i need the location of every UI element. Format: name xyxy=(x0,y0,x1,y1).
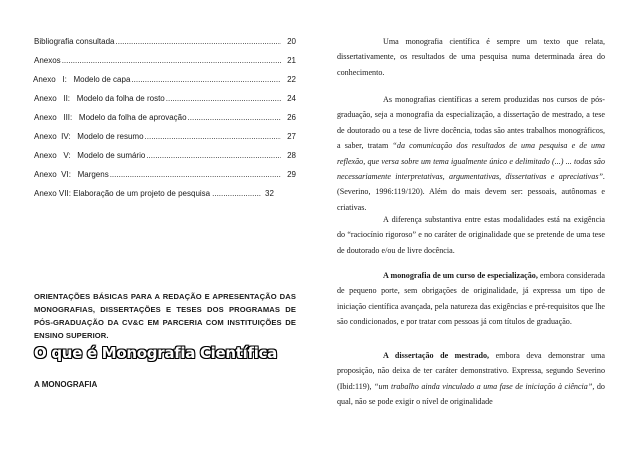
toc-page-number: 21 xyxy=(287,56,296,65)
toc-entry-anexos[interactable] xyxy=(34,56,296,66)
toc-leader xyxy=(131,75,281,85)
toc-label: Anexo IV: Modelo de resumo xyxy=(34,132,144,141)
toc-label: Anexo III: Modelo da folha de aprovação xyxy=(34,113,187,122)
toc-leader xyxy=(62,56,281,66)
paragraph-text: A diferença substantiva entre estas modalidades está na exigência do “raciocínio rigoroso” e no caráter de originalidade que se pretende de uma tese de doutorado e/ou de livre docência. xyxy=(337,215,605,255)
toc-leader xyxy=(145,132,281,142)
paragraph-text: Uma monografia científica é sempre um texto que relata, dissertativamente, os resultados de uma pesquisa numa determinada área do conhecimento. xyxy=(337,37,605,77)
toc-leader xyxy=(146,151,281,161)
toc-leader xyxy=(166,94,281,104)
paragraph-text: (Severino, 1996:119/120). Além do mais devem ser: pessoais, autônomas e criativas. xyxy=(337,187,605,212)
toc-label: Anexo VI: Margens xyxy=(34,170,109,179)
toc-leader: ...................... xyxy=(212,189,262,198)
paragraph-4 xyxy=(337,268,605,330)
toc-label: Anexo I: Modelo de capa xyxy=(33,75,131,84)
toc-entry-anexo-7[interactable] xyxy=(34,189,274,199)
toc-leader xyxy=(116,37,282,47)
quotation: “um trabalho ainda vinculado a uma fase de iniciação à ciência”, xyxy=(374,381,595,391)
section-title: A MONOGRAFIA xyxy=(34,380,98,389)
bold-lead: A dissertação de mestrado, xyxy=(383,351,490,360)
toc-leader xyxy=(110,170,281,180)
paragraph-text: do qual, não se pode exigir o nível de originalidade xyxy=(337,381,605,407)
toc-page-number: 20 xyxy=(287,37,296,46)
toc-page-number: 32 xyxy=(265,189,274,198)
toc-entry-anexo-2[interactable] xyxy=(34,94,296,104)
toc-entry-anexo-1[interactable] xyxy=(34,75,296,85)
toc-label: Anexo VII: Elaboração de um projeto de pesquisa xyxy=(34,189,211,198)
quotation: “da comunicação dos resultados de uma pesquisa e de uma reflexão, que versa sobre um tema igualmente único e delimitado (...) ... todas são necessariamente interpretativas, argumentativas, dissertativas e apreciativas”. xyxy=(337,141,605,182)
toc-label: Anexo V: Modelo de sumário xyxy=(34,151,146,160)
toc-label: Anexos xyxy=(34,56,61,65)
paragraph-text: embora deva demonstrar uma proposição, não deixa de ter caráter demonstrativo. Expressa, segundo Severino (Ibid:119), xyxy=(337,351,605,391)
toc-entry-anexo-4[interactable] xyxy=(34,132,296,142)
toc-page-number: 28 xyxy=(287,151,296,160)
paragraph-5 xyxy=(337,348,605,410)
toc-page-number: 26 xyxy=(287,113,296,122)
bold-lead: A monografia de um curso de especialização, xyxy=(383,271,538,280)
paragraph-2 xyxy=(337,92,605,215)
toc-page-number: 27 xyxy=(287,132,296,141)
toc-leader xyxy=(188,113,281,123)
document-heading: ORIENTAÇÕES BÁSICAS PARA A REDAÇÃO E APRESENTAÇÃO DAS MONOGRAFIAS, DISSERTAÇÕES E TESES DOS PROGRAMAS DE PÓS-GRADUAÇÃO DA CV&C EM PARCERIA COM INSTITUIÇÕES DE ENSINO SUPERIOR. xyxy=(34,292,296,340)
toc-page-number: 24 xyxy=(287,94,296,103)
toc-entry-bibliografia[interactable] xyxy=(34,37,296,47)
toc-page-number: 22 xyxy=(287,75,296,84)
toc-entry-anexo-6[interactable] xyxy=(34,170,296,180)
toc-entry-anexo-3[interactable] xyxy=(34,113,296,123)
paragraph-text: As monografias científicas a serem produzidas nos cursos de pós-graduação, seja a monografia da especialização, a dissertação de mestrado, a tese de doutorado ou a tese de livre docência, todas são antes trabalhos monográficos, a saber, tratam xyxy=(337,95,605,151)
toc-label: Anexo II: Modelo da folha de rosto xyxy=(34,94,165,103)
toc-entry-anexo-5[interactable] xyxy=(34,151,296,161)
fancy-title: O que é Monografia Científica xyxy=(34,344,277,362)
paragraph-1 xyxy=(337,34,605,80)
toc-page-number: 29 xyxy=(287,170,296,179)
paragraph-text: embora considerada de pequeno porte, sem obrigações de originalidade, já expressa um tipo de iniciação científica avançada, pela natureza das exigências e pré-requisitos que lhe são condicionados, e por tratar com pessoas já com títulos de graduação. xyxy=(337,271,606,327)
toc-label: Bibliografia consultada xyxy=(34,37,115,46)
paragraph-3 xyxy=(337,212,605,258)
